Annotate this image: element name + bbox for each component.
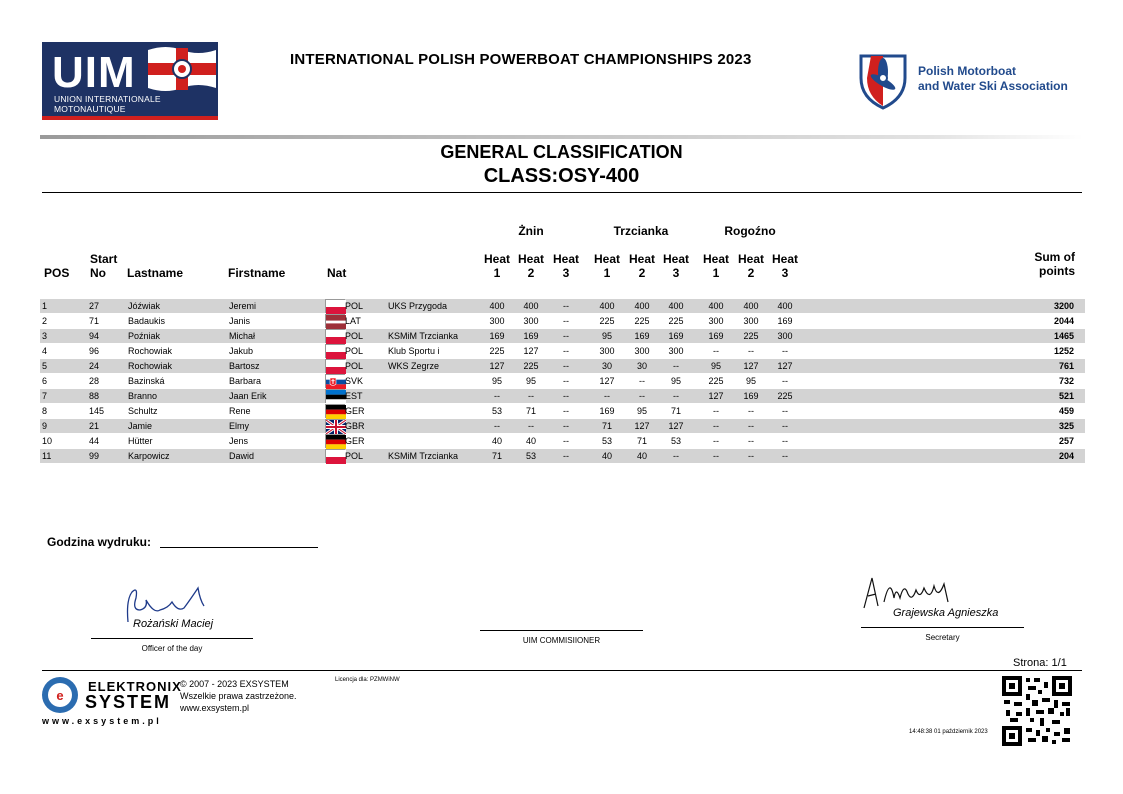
cell-sum: 761	[1058, 361, 1074, 371]
copyright	[180, 678, 297, 714]
heat-header-number: 3	[672, 266, 680, 280]
heat-header-word: Heat	[771, 252, 798, 266]
cell-heat: --	[563, 436, 569, 446]
cell-club: Klub Sportu i	[388, 346, 440, 356]
cell-heat: --	[528, 421, 534, 431]
cell-firstname: Janis	[229, 316, 251, 326]
cell-sum: 1465	[1053, 331, 1074, 341]
cell-nat: POL	[345, 346, 364, 356]
heat-header	[551, 252, 581, 280]
nation-flag-icon	[325, 344, 345, 358]
venue-header-2: Trzcianka	[613, 224, 669, 238]
cell-start-no: 94	[89, 331, 100, 341]
cell-heat: 95	[745, 376, 756, 386]
heat-header	[701, 252, 731, 280]
cell-nat: POL	[345, 361, 364, 371]
heat-header-number: 2	[747, 266, 755, 280]
cell-heat: 400	[489, 301, 505, 311]
cell-nat: GER	[345, 436, 365, 446]
cell-sum: 521	[1058, 391, 1074, 401]
heat-header	[516, 252, 546, 280]
heat-header	[627, 252, 657, 280]
cell-pos: 5	[42, 361, 48, 371]
header-divider	[40, 135, 1083, 139]
cell-heat: --	[563, 421, 569, 431]
cell-heat: 400	[634, 301, 650, 311]
cell-heat: 95	[636, 406, 647, 416]
cell-heat: 169	[743, 391, 759, 401]
cell-sum: 1252	[1053, 346, 1074, 356]
cell-heat: 400	[668, 301, 684, 311]
cell-lastname: Schultz	[128, 406, 158, 416]
cell-lastname: Rochowiak	[128, 361, 173, 371]
secretary-signature	[860, 572, 970, 612]
column-start-line1: Start	[90, 252, 118, 266]
cell-heat: --	[639, 391, 645, 401]
cell-nat: POL	[345, 301, 364, 311]
cell-nat: GER	[345, 406, 365, 416]
cell-heat: --	[713, 451, 719, 461]
column-sum-line1: Sum of	[1034, 250, 1075, 264]
cell-start-no: 96	[89, 346, 100, 356]
cell-heat: --	[782, 436, 788, 446]
cell-firstname: Elmy	[229, 421, 249, 431]
cell-heat: --	[713, 406, 719, 416]
cell-heat: 400	[708, 301, 724, 311]
heat-header	[482, 252, 512, 280]
nation-flag-icon	[325, 389, 345, 403]
qr-code-icon	[1002, 676, 1072, 746]
cell-heat: --	[782, 406, 788, 416]
cell-club: KSMiM Trzcianka	[388, 331, 459, 341]
cell-start-no: 28	[89, 376, 100, 386]
table-row	[40, 314, 1085, 328]
cell-heat: --	[673, 361, 679, 371]
heat-header-number: 1	[493, 266, 501, 280]
cell-sum: 3200	[1053, 301, 1074, 311]
table-row	[40, 299, 1085, 313]
column-sum	[1000, 250, 1075, 278]
exsystem-logo-icon	[40, 675, 82, 715]
brand-line2: SYSTEM	[85, 692, 172, 712]
cell-start-no: 44	[89, 436, 100, 446]
cell-heat: --	[713, 436, 719, 446]
heat-header-word: Heat	[552, 252, 579, 266]
nation-flag-icon	[325, 419, 345, 433]
cell-lastname: Poźniak	[128, 331, 161, 341]
heat-header-word: Heat	[517, 252, 544, 266]
print-time-field	[160, 547, 318, 548]
officer-name: Rożański Maciej	[133, 618, 214, 630]
nation-flag-icon	[325, 359, 345, 373]
brand-line1: ELEKTRONIX	[88, 679, 182, 694]
nation-flag-icon	[325, 449, 345, 463]
license-text: Licencja dla: PZMWiNW	[335, 677, 400, 683]
cell-heat: --	[639, 376, 645, 386]
cell-firstname: Jaan Erik	[229, 391, 267, 401]
cell-heat: 169	[777, 316, 793, 326]
uim-logo-subtitle: UNION INTERNATIONALE MOTONAUTIQUE	[54, 94, 161, 114]
cell-heat: 300	[634, 346, 650, 356]
cell-heat: 53	[670, 436, 681, 446]
secretary-role: Secretary	[925, 633, 960, 642]
print-time-label: Godzina wydruku:	[47, 535, 152, 549]
cell-pos: 8	[42, 406, 48, 416]
venue-header-3: Rogoźno	[724, 224, 776, 238]
cell-heat: --	[563, 451, 569, 461]
cell-heat: 169	[523, 331, 539, 341]
cell-sum: 204	[1058, 451, 1074, 461]
uim-logo-letters: UIM	[52, 48, 136, 97]
cell-nat: EST	[345, 391, 363, 401]
nation-flag-icon	[325, 299, 345, 313]
cell-start-no: 99	[89, 451, 100, 461]
table-row	[40, 359, 1085, 373]
cell-heat: 30	[636, 361, 647, 371]
cell-nat: POL	[345, 331, 364, 341]
secretary-signature-line	[861, 627, 1024, 628]
cell-heat: 225	[599, 316, 615, 326]
cell-lastname: Hütter	[128, 436, 153, 446]
cell-heat: 127	[634, 421, 650, 431]
cell-heat: 71	[491, 451, 502, 461]
cell-firstname: Jens	[229, 436, 249, 446]
heat-header-number: 2	[527, 266, 535, 280]
copyright-line3: www.exsystem.pl	[180, 703, 250, 713]
cell-lastname: Karpowicz	[128, 451, 170, 461]
cell-firstname: Jakub	[229, 346, 254, 356]
cell-heat: --	[563, 361, 569, 371]
cell-heat: --	[494, 421, 500, 431]
cell-heat: 30	[601, 361, 612, 371]
secretary-name: Grajewska Agnieszka	[893, 607, 999, 619]
uim-logo	[42, 42, 218, 120]
cell-sum: 325	[1058, 421, 1074, 431]
cell-firstname: Jeremi	[229, 301, 257, 311]
heat-header-word: Heat	[628, 252, 655, 266]
heat-header-number: 1	[603, 266, 611, 280]
table-row	[40, 389, 1085, 403]
venue-header-1: Żnin	[518, 224, 544, 238]
cell-heat: --	[563, 301, 569, 311]
cell-heat: --	[563, 391, 569, 401]
cell-lastname: Branno	[128, 391, 158, 401]
cell-heat: --	[563, 346, 569, 356]
cell-nat: SVK	[345, 376, 364, 386]
page-title: GENERAL CLASSIFICATION	[440, 142, 683, 162]
cell-heat: 127	[599, 376, 615, 386]
table-row	[40, 449, 1085, 463]
cell-heat: 40	[491, 436, 502, 446]
cell-pos: 9	[42, 421, 48, 431]
cell-heat: 225	[708, 376, 724, 386]
cell-lastname: Badaukis	[128, 316, 166, 326]
cell-heat: --	[782, 376, 788, 386]
column-nat: Nat	[327, 266, 347, 280]
cell-heat: --	[494, 391, 500, 401]
cell-heat: 225	[743, 331, 759, 341]
cell-lastname: Jamie	[128, 421, 153, 431]
cell-heat: 127	[489, 361, 505, 371]
footer-divider	[42, 670, 1082, 671]
cell-heat: 225	[634, 316, 650, 326]
cell-heat: 300	[708, 316, 724, 326]
cell-heat: 300	[599, 346, 615, 356]
cell-heat: 225	[489, 346, 505, 356]
cell-start-no: 71	[89, 316, 100, 326]
association-name	[918, 64, 1068, 94]
cell-heat: 71	[636, 436, 647, 446]
column-firstname: Firstname	[228, 266, 286, 280]
cell-heat: --	[563, 331, 569, 341]
cell-heat: --	[782, 451, 788, 461]
heat-header-word: Heat	[662, 252, 689, 266]
cell-start-no: 88	[89, 391, 100, 401]
cell-pos: 2	[42, 316, 48, 326]
cell-nat: LAT	[345, 316, 361, 326]
cell-heat: 95	[710, 361, 721, 371]
cell-heat: 53	[525, 451, 536, 461]
cell-heat: 127	[708, 391, 724, 401]
cell-pos: 1	[42, 301, 48, 311]
cell-heat: 53	[491, 406, 502, 416]
heat-header-word: Heat	[483, 252, 510, 266]
cell-heat: 400	[599, 301, 615, 311]
column-start-line2: No	[90, 266, 106, 280]
cell-heat: 95	[525, 376, 536, 386]
cell-heat: --	[782, 346, 788, 356]
cell-heat: --	[673, 391, 679, 401]
uim-flag-icon	[146, 44, 218, 94]
column-lastname: Lastname	[127, 266, 184, 280]
column-pos: POS	[44, 266, 70, 280]
cell-heat: 169	[634, 331, 650, 341]
heat-header-number: 3	[781, 266, 789, 280]
cell-heat: 169	[489, 331, 505, 341]
heat-header-word: Heat	[702, 252, 729, 266]
commissioner-signature-line	[480, 630, 643, 631]
cell-heat: 169	[708, 331, 724, 341]
cell-heat: 95	[670, 376, 681, 386]
nation-flag-icon	[325, 314, 345, 328]
cell-heat: --	[713, 421, 719, 431]
pzm-propeller-logo-icon	[853, 48, 913, 110]
officer-role: Officer of the day	[141, 644, 203, 653]
cell-pos: 6	[42, 376, 48, 386]
association-name-line1: Polish Motorboat	[918, 64, 1016, 78]
class-title: CLASS:OSY-400	[483, 165, 640, 187]
table-row	[40, 419, 1085, 433]
cell-heat: 169	[668, 331, 684, 341]
cell-sum: 257	[1058, 436, 1074, 446]
commissioner-role: UIM COMMISIIONER	[522, 636, 601, 645]
cell-sum: 459	[1058, 406, 1074, 416]
cell-firstname: Rene	[229, 406, 251, 416]
cell-firstname: Michał	[229, 331, 256, 341]
cell-pos: 3	[42, 331, 48, 341]
cell-heat: 53	[601, 436, 612, 446]
cell-pos: 11	[42, 451, 52, 461]
cell-heat: 225	[523, 361, 539, 371]
cell-lastname: Jóźwiak	[128, 301, 161, 311]
cell-heat: 40	[636, 451, 647, 461]
cell-heat: --	[713, 346, 719, 356]
column-start	[90, 252, 117, 280]
heat-header-number: 3	[562, 266, 570, 280]
cell-heat: 127	[743, 361, 759, 371]
cell-start-no: 145	[89, 406, 105, 416]
cell-heat: 225	[777, 391, 793, 401]
cell-firstname: Barbara	[229, 376, 262, 386]
svg-text:e: e	[56, 688, 64, 703]
cell-heat: 400	[777, 301, 793, 311]
cell-nat: GBR	[345, 421, 365, 431]
cell-heat: --	[782, 421, 788, 431]
cell-heat: 40	[601, 451, 612, 461]
cell-nat: POL	[345, 451, 364, 461]
cell-start-no: 21	[89, 421, 100, 431]
cell-lastname: Bazinská	[128, 376, 165, 386]
heat-header	[736, 252, 766, 280]
heat-header-word: Heat	[737, 252, 764, 266]
table-row	[40, 434, 1085, 448]
cell-heat: 225	[668, 316, 684, 326]
cell-heat: 127	[668, 421, 684, 431]
cell-heat: --	[528, 391, 534, 401]
cell-heat: 71	[670, 406, 681, 416]
cell-heat: 127	[777, 361, 793, 371]
cell-heat: 400	[523, 301, 539, 311]
officer-signature-line	[91, 638, 253, 639]
cell-heat: 169	[599, 406, 615, 416]
cell-heat: 300	[668, 346, 684, 356]
cell-sum: 732	[1058, 376, 1074, 386]
page-number: Strona: 1/1	[1013, 657, 1067, 669]
cell-firstname: Dawid	[229, 451, 255, 461]
cell-heat: --	[748, 421, 754, 431]
heat-header-number: 2	[638, 266, 646, 280]
cell-pos: 4	[42, 346, 48, 356]
nation-flag-icon	[325, 404, 345, 418]
cell-club: UKS Przygoda	[388, 301, 448, 311]
cell-heat: --	[604, 391, 610, 401]
cell-sum: 2044	[1053, 316, 1074, 326]
cell-club: KSMiM Trzcianka	[388, 451, 459, 461]
column-sum-line2: points	[1039, 264, 1075, 278]
cell-club: WKS Zegrze	[388, 361, 440, 371]
cell-heat: --	[673, 451, 679, 461]
table-row	[40, 404, 1085, 418]
heat-header-number: 1	[712, 266, 720, 280]
cell-heat: 300	[523, 316, 539, 326]
cell-heat: 300	[743, 316, 759, 326]
cell-heat: 127	[523, 346, 539, 356]
copyright-line2: Wszelkie prawa zastrzeżone.	[180, 691, 297, 701]
heat-header	[661, 252, 691, 280]
association-name-line2: and Water Ski Association	[918, 79, 1068, 93]
brand-url: www.exsystem.pl	[42, 716, 162, 726]
table-row	[40, 374, 1085, 388]
cell-heat: 40	[525, 436, 536, 446]
heat-header-word: Heat	[593, 252, 620, 266]
cell-heat: 95	[601, 331, 612, 341]
cell-heat: 71	[525, 406, 536, 416]
cell-start-no: 24	[89, 361, 100, 371]
cell-heat: --	[748, 406, 754, 416]
cell-pos: 10	[42, 436, 53, 446]
cell-firstname: Bartosz	[229, 361, 260, 371]
cell-pos: 7	[42, 391, 48, 401]
cell-heat: --	[748, 451, 754, 461]
nation-flag-icon	[325, 374, 345, 388]
cell-heat: 71	[601, 421, 612, 431]
title-divider	[42, 192, 1082, 193]
copyright-line1: © 2007 - 2023 EXSYSTEM	[180, 679, 289, 689]
cell-heat: --	[563, 376, 569, 386]
cell-heat: --	[563, 406, 569, 416]
cell-heat: --	[563, 316, 569, 326]
heat-header	[770, 252, 800, 280]
cell-start-no: 27	[89, 301, 100, 311]
cell-heat: --	[748, 436, 754, 446]
print-timestamp: 14:48:38 01 październik 2023	[909, 729, 988, 735]
heat-header	[592, 252, 622, 280]
table-row	[40, 344, 1085, 358]
cell-heat: 300	[777, 331, 793, 341]
cell-lastname: Rochowiak	[128, 346, 173, 356]
cell-heat: --	[748, 346, 754, 356]
nation-flag-icon	[325, 329, 345, 343]
cell-heat: 400	[743, 301, 759, 311]
table-row	[40, 329, 1085, 343]
cell-heat: 300	[489, 316, 505, 326]
nation-flag-icon	[325, 434, 345, 448]
cell-heat: 95	[491, 376, 502, 386]
championship-title: INTERNATIONAL POLISH POWERBOAT CHAMPIONSHIPS 2023	[290, 51, 752, 68]
